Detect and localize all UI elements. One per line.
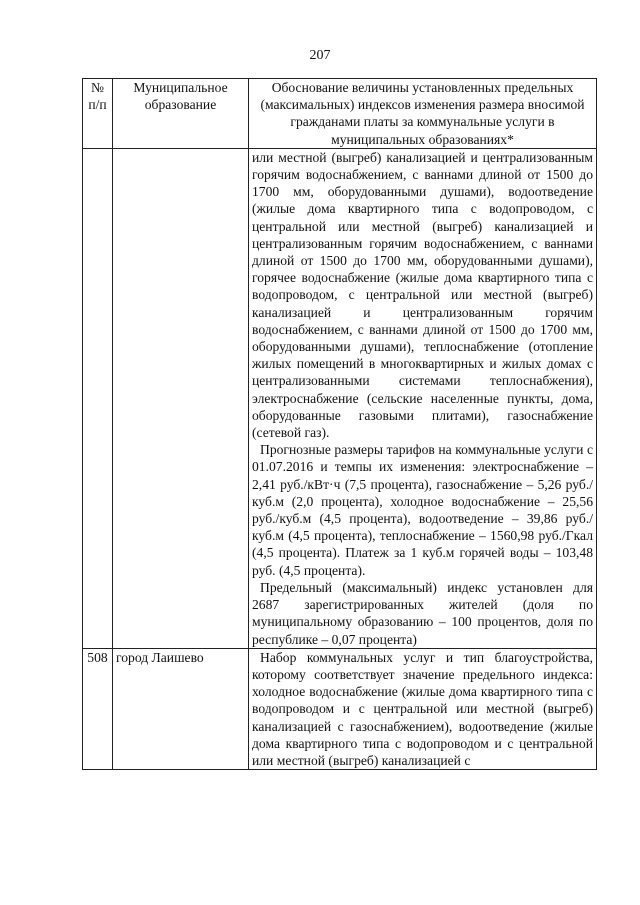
table-header-row xyxy=(83,79,597,149)
column-header-municipality: Муниципальное образование xyxy=(113,79,249,149)
row-number-cell xyxy=(83,148,113,648)
table-row xyxy=(83,648,597,769)
justification-cell xyxy=(249,648,597,769)
tariff-index-table xyxy=(82,78,597,770)
column-header-number: № п/п xyxy=(83,79,113,149)
justification-paragraph: Набор коммунальных услуг и тип благоустройства, которому соответствует значение предельного индекса: холодное водоснабжение (жилые дома квартирного типа с водопроводом и с центральной или местной (выгреб) канализацией с газоснабжением), водоотведение (жилые дома квартирного типа с водопроводом и с центральной или местной (выгреб) канализацией с xyxy=(252,649,593,768)
municipality-cell xyxy=(113,148,249,648)
row-number-cell: 508 xyxy=(83,648,113,769)
table-row xyxy=(83,148,597,648)
justification-paragraph: Предельный (максимальный) индекс установлен для 2687 зарегистрированных жителей (доля по муниципальному образованию – 100 процентов, доля по республике – 0,07 процента) xyxy=(252,579,593,647)
column-header-justification: Обоснование величины установленных предельных (максимальных) индексов изменения размера вносимой гражданами платы за коммунальные услуги в муниципальных образованиях* xyxy=(249,79,597,149)
municipality-cell: город Лаишево xyxy=(113,648,249,769)
justification-paragraph: Прогнозные размеры тарифов на коммунальные услуги с 01.07.2016 и темпы их изменения: электроснабжение – 2,41 руб./кВт·ч (7,5 процента), газоснабжение – 5,26 руб./куб.м (2,0 процента), холодное водоснабжение – 25,56 руб./куб.м (4,5 процента), водоотведение – 39,86 руб./куб.м (4,5 процента), теплоснабжение – 1560,98 руб./Гкал (4,5 процента). Платеж за 1 куб.м горячей воды – 103,48 руб. (4,5 процента). xyxy=(252,442,593,578)
page-number: 207 xyxy=(309,48,331,63)
justification-paragraph: или местной (выгреб) канализацией и централизованным горячим водоснабжением, с ваннами длиной от 1500 до 1700 мм, оборудованными душами), водоотведение (жилые дома квартирного типа с водопроводом, с центральной или местной (выгреб) канализацией и централизованным горячим водоснабжением, с ваннами длиной от 1500 до 1700 мм, оборудованными душами), горячее водоснабжение (жилые дома квартирного типа с водопроводом, с центральной или местной (выгреб) канализацией и централизованным горячим водоснабжением, с ваннами длиной от 1500 до 1700 мм, оборудованными душами), теплоснабжение (отопление жилых помещений в многоквартирных и жилых домах с централизованными системами теплоснабжения), электроснабжение (сельские населенные пункты, дома, оборудованные газовыми плитами), газоснабжение (сетевой газ). xyxy=(252,149,593,441)
justification-cell xyxy=(249,148,597,648)
